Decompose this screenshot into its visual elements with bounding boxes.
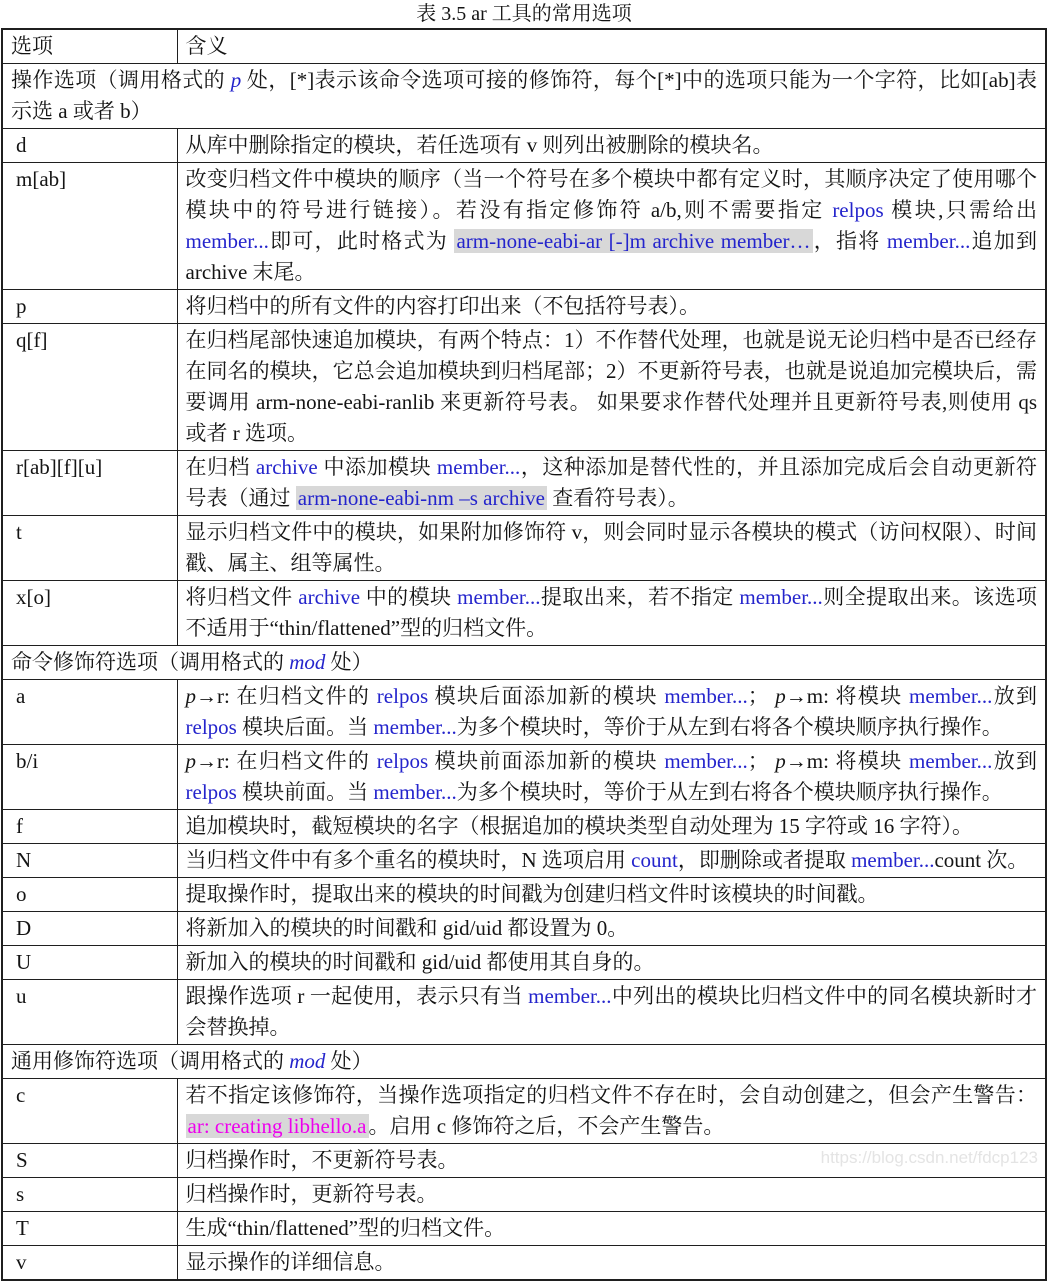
meaning-cell [177,516,1046,581]
inline-blue-text: member... [185,229,269,253]
option-cell: U [2,946,177,980]
text-segment: 。启用 c 修饰符之后，不会产生警告。 [368,1114,725,1138]
inline-blue-text: relpos [185,780,237,804]
meaning-cell [177,290,1046,324]
text-segment: 为多个模块时，等价于从左到右将各个模块顺序执行操作。 [456,715,1003,739]
text-segment: 操作选项（调用格式的 [11,68,231,92]
inline-blue-text: relpos [185,715,237,739]
text-segment: 处） [325,1049,373,1073]
text-segment: 则全提取出来。该选项不适用于“thin/flattened”型的归档文件。 [185,585,1038,640]
inline-blue-italic-text: p [230,68,242,92]
inline-blue-text: member... [528,984,612,1008]
option-cell: m[ab] [2,163,177,290]
text-segment: 通用修饰符选项（调用格式的 [11,1049,290,1073]
option-row [2,516,1046,581]
text-segment: 从库中删除指定的模块，若任选项有 v 则列出被删除的模块名。 [185,133,774,157]
section-header-cell [2,64,1046,129]
inline-code-text: arm-none-eabi-ar [-]m archive member… [456,229,811,253]
text-segment: 即可，此时格式为 [268,229,455,253]
text-segment: ，指将 [812,229,887,253]
option-row [2,980,1046,1045]
meaning-cell [177,581,1046,646]
text-segment: m: 将模块 [806,749,910,773]
text-segment: 追加到 archive 末尾。 [185,229,1038,284]
inline-blue-text: member... [886,229,971,253]
text-segment: 提取出来，若不指定 [540,585,740,609]
option-row [2,810,1046,844]
option-cell: p [2,290,177,324]
option-row [2,581,1046,646]
text-segment: 中列出的模块比归档文件中的同名模块新时才会替换掉。 [185,984,1038,1039]
option-cell: T [2,1212,177,1246]
text-segment: 新加入的模块的时间戳和 gid/uid 都使用其自身的。 [185,950,655,974]
option-cell: N [2,844,177,878]
option-cell: q[f] [2,324,177,451]
option-row [2,1246,1046,1281]
text-segment: 将新加入的模块的时间戳和 gid/uid 都设置为 0。 [185,916,629,940]
option-cell: a [2,680,177,745]
option-cell: f [2,810,177,844]
text-segment: 显示归档文件中的模块，如果附加修饰符 v，则会同时显示各模块的模式（访问权限）、时间戳、属主、组等属性。 [185,520,1037,575]
option-cell: o [2,878,177,912]
inline-arrow-text: → [785,749,807,773]
text-segment: ； [747,684,776,708]
text-segment: 为多个模块时，等价于从左到右将各个模块顺序执行操作。 [456,780,1003,804]
text-segment: 提取操作时，提取出来的模块的时间戳为创建归档文件时该模块的时间戳。 [185,882,879,906]
inline-blue-text: archive [298,585,361,609]
watermark-url: https://blog.csdn.net/fdcp123 [820,1148,1038,1167]
text-segment: 处，[*]表示该命令选项可接的修饰符，每个[*]中的选项只能为一个字符，比如[ab]表示选 a 或者 b） [11,68,1037,123]
inline-italic-text: p [775,684,786,708]
text-segment: 将归档中的所有文件的内容打印出来（不包括符号表）。 [185,294,700,318]
meaning-cell [177,451,1046,516]
text-segment: 将归档文件 [185,585,299,609]
option-row [2,912,1046,946]
section-row [2,1045,1046,1079]
table-body [2,64,1046,1281]
option-row [2,680,1046,745]
inline-italic-text: p [775,749,786,773]
option-row [2,1079,1046,1144]
text-segment: r: 在归档文件的 [217,749,377,773]
inline-arrow-text: → [196,684,217,708]
inline-blue-text: relpos [832,198,884,222]
meaning-cell [177,745,1046,810]
inline-blue-italic-text: mod [289,1049,326,1073]
inline-blue-text: member... [664,684,748,708]
text-segment: ； [747,749,776,773]
text-segment: 中的模块 [360,585,458,609]
inline-blue-text: member... [436,455,521,479]
text-segment: 模块前面添加新的模块 [428,749,665,773]
option-cell: c [2,1079,177,1144]
inline-italic-text: p [185,684,196,708]
inline-blue-text: member... [909,684,993,708]
option-cell: s [2,1178,177,1212]
text-segment: 追加模块时，截短模块的名字（根据追加的模块类型自动处理为 15 字符或 16 字符）。 [185,814,973,838]
text-segment: 在归档 [185,455,256,479]
meaning-cell [177,163,1046,290]
text-segment: 命令修饰符选项（调用格式的 [11,650,290,674]
text-segment: 模块后面添加新的模块 [428,684,665,708]
text-segment: 在归档尾部快速追加模块，有两个特点：1）不作替代处理，也就是说无论归档中是否已经存在同名的模块，它总会追加模块到归档尾部；2）不更新符号表，也就是说追加完模块后，需要调用 arm-none-eabi-ranlib 来更新符号表。 如果要求作替代处理并且更新符号表,则使用 qs 或者 r 选项。 [185,328,1037,445]
inline-blue-text: member... [739,585,823,609]
text-segment: ，即删除或者提取 [677,848,852,872]
text-segment: 处） [325,650,373,674]
text-segment: 若不指定该修饰符，当操作选项指定的归档文件不存在时，会自动创建之，但会产生警告： [185,1083,1037,1107]
text-segment: 模块,只需给出 [883,198,1038,222]
inline-blue-text: member... [373,715,457,739]
inline-italic-text: p [185,749,196,773]
text-segment: 归档操作时，更新符号表。 [185,1182,438,1206]
option-cell: x[o] [2,581,177,646]
inline-blue-text: relpos [376,749,429,773]
option-row [2,946,1046,980]
option-cell: u [2,980,177,1045]
text-segment: 模块前面。当 [236,780,374,804]
inline-blue-text: count [631,848,678,872]
inline-blue-text: member... [457,585,541,609]
inline-blue-text: relpos [376,684,429,708]
text-segment: 查看符号表）。 [546,486,689,510]
table-title: 表 3.5 ar 工具的常用选项 [416,3,632,25]
option-cell: t [2,516,177,581]
meaning-cell [177,129,1046,163]
meaning-cell [177,324,1046,451]
inline-blue-text: member... [664,749,748,773]
meaning-cell [177,1212,1046,1246]
inline-code-magenta-text: ar: creating libhello.a [187,1114,367,1138]
text-segment: 跟操作选项 r 一起使用，表示只有当 [185,984,529,1008]
inline-blue-text: member... [851,848,935,872]
option-cell: v [2,1246,177,1281]
text-segment: 放到 [992,684,1038,708]
header-option-column: 选项 [2,29,177,64]
inline-code-text: arm-none-eabi-nm –s archive [297,486,545,510]
inline-blue-text: member... [373,780,457,804]
option-row [2,878,1046,912]
meaning-cell [177,912,1046,946]
meaning-cell [177,680,1046,745]
text-segment: 放到 [992,749,1038,773]
section-row [2,64,1046,129]
text-segment: 中添加模块 [317,455,437,479]
option-cell: b/i [2,745,177,810]
text-segment: count 次。 [934,848,1029,872]
header-row [2,29,1046,64]
text-segment: 显示操作的详细信息。 [185,1250,396,1274]
option-row [2,290,1046,324]
text-segment: 改变归档文件中模块的顺序（当一个符号在多个模块中都有定义时，其顺序决定了使用哪个模块中的符号进行链接）。若没有指定修饰符 a/b,则不需要指定 [185,167,1037,222]
meaning-cell [177,980,1046,1045]
option-row [2,745,1046,810]
option-row [2,163,1046,290]
option-row [2,129,1046,163]
section-row [2,646,1046,680]
option-cell: S [2,1144,177,1178]
inline-blue-text: archive [255,455,318,479]
inline-arrow-text: → [196,749,217,773]
meaning-cell [177,1178,1046,1212]
meaning-cell [177,1246,1046,1281]
option-cell: d [2,129,177,163]
header-meaning-column: 含义 [177,29,1046,64]
text-segment: 当归档文件中有多个重名的模块时，N 选项启用 [185,848,632,872]
option-row [2,1212,1046,1246]
ar-options-table [1,28,1047,1281]
option-row [2,324,1046,451]
option-row [2,844,1046,878]
text-segment: 生成“thin/flattened”型的归档文件。 [185,1216,506,1240]
option-cell: r[ab][f][u] [2,451,177,516]
meaning-cell [177,810,1046,844]
option-row [2,1178,1046,1212]
text-segment: r: 在归档文件的 [217,684,377,708]
meaning-cell [177,844,1046,878]
inline-blue-text: member... [909,749,993,773]
text-segment: 归档操作时，不更新符号表。 [185,1148,459,1172]
option-cell: D [2,912,177,946]
option-row [2,451,1046,516]
text-segment: 模块后面。当 [236,715,374,739]
meaning-cell [177,946,1046,980]
meaning-cell [177,1079,1046,1144]
meaning-cell [177,878,1046,912]
section-header-cell [2,646,1046,680]
text-segment: ，这种添加是替代性的，并且添加完成后会自动更新符号表（通过 [185,455,1038,510]
inline-blue-italic-text: mod [289,650,326,674]
inline-arrow-text: → [785,684,807,708]
section-header-cell [2,1045,1046,1079]
text-segment: m: 将模块 [806,684,910,708]
